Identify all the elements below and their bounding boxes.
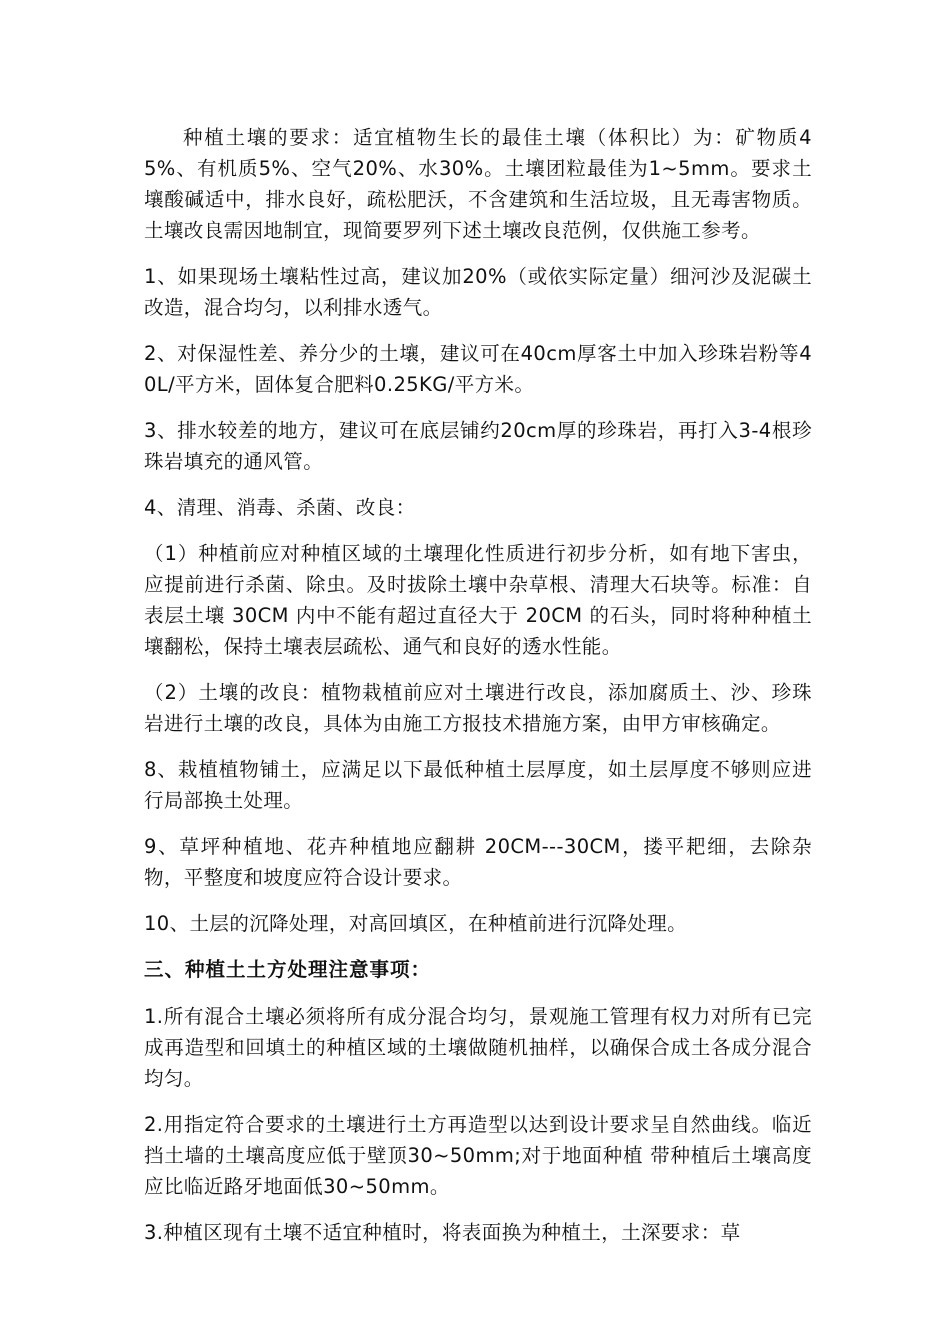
item-3-paragraph: 3、排水较差的地方，建议可在底层铺约20cm厚的珍珠岩，再打入3-4根珍珠岩填充的通风管。 (144, 419, 812, 473)
item-4-paragraph: 4、清理、消毒、杀菌、改良： (144, 496, 416, 519)
item-8-paragraph: 8、栽植植物铺土，应满足以下最低种植土层厚度，如土层厚度不够则应进行局部换土处理。 (144, 758, 812, 812)
note-3-paragraph: 3.种植区现有土壤不适宜种植时，将表面换为种植土，土深要求：草 (144, 1221, 741, 1244)
intro-paragraph: 种植土壤的要求：适宜植物生长的最佳土壤（体积比）为：矿物质45%、有机质5%、空气20%、水30%。土壤团粒最佳为1~5mm。要求土壤酸碱适中，排水良好，疏松肥沃，不含建筑和生活垃圾，且无毒害物质。土壤改良需因地制宜，现简要罗列下述土壤改良范例，仅供施工参考。 (144, 126, 812, 242)
item-10-paragraph: 10、土层的沉降处理，对高回填区，在种植前进行沉降处理。 (144, 912, 688, 935)
sub-item-2-paragraph: （2）土壤的改良：植物栽植前应对土壤进行改良，添加腐质土、沙、珍珠岩进行土壤的改良，具体为由施工方报技术措施方案，由甲方审核确定。 (144, 681, 812, 735)
section-heading: 三、种植土土方处理注意事项： (144, 958, 432, 981)
note-1-paragraph: 1.所有混合土壤必须将所有成分混合均匀，景观施工管理有权力对所有已完成再造型和回填土的种植区域的土壤做随机抽样，以确保合成土各成分混合均匀。 (144, 1005, 812, 1090)
item-9-paragraph: 9、草坪种植地、花卉种植地应翻耕 20CM---30CM，搂平耙细，去除杂物，平整度和坡度应符合设计要求。 (144, 835, 812, 889)
note-2-paragraph: 2.用指定符合要求的土壤进行土方再造型以达到设计要求呈自然曲线。临近挡土墙的土壤高度应低于壁顶30~50mm;对于地面种植 带种植后土壤高度应比临近路牙地面低30~50mm。 (144, 1113, 812, 1198)
document-body (144, 122, 812, 1263)
sub-item-1-paragraph: （1）种植前应对种植区域的土壤理化性质进行初步分析，如有地下害虫，应提前进行杀菌、除虫。及时拔除土壤中杂草根、清理大石块等。标准：自表层土壤 30CM 内中不能有超过直径大于 20CM 的石头，同时将种种植土壤翻松，保持土壤表层疏松、通气和良好的透水性能。 (144, 542, 812, 658)
item-1-paragraph: 1、如果现场土壤粘性过高，建议加20%（或依实际定量）细河沙及泥碳土改造，混合均匀，以利排水透气。 (144, 265, 812, 319)
item-2-paragraph: 2、对保湿性差、养分少的土壤，建议可在40cm厚客土中加入珍珠岩粉等40L/平方米，固体复合肥料0.25KG/平方米。 (144, 342, 812, 396)
